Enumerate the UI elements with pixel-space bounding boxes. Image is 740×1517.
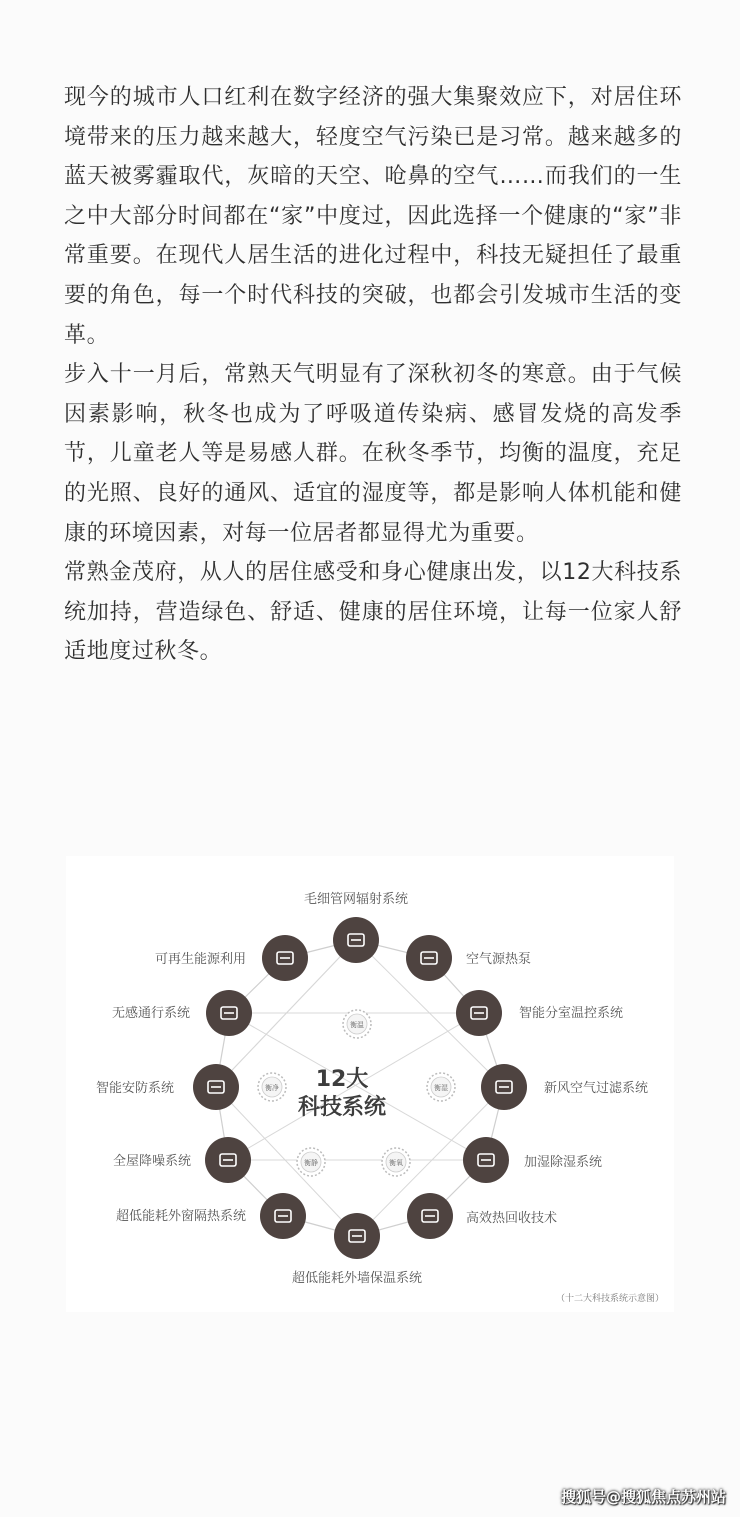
diagram-title-line1: 12大 [315,1067,369,1092]
system-node-label: 加湿除湿系统 [524,1155,603,1170]
system-node [116,1193,306,1239]
system-node-label: 新风空气过滤系统 [544,1081,649,1096]
diagram-caption: （十二大科技系统示意图） [555,1294,664,1304]
watermark: 搜狐号@搜狐焦点苏州站 [560,1488,726,1506]
system-node-label: 空气源热泵 [466,952,532,967]
system-node [481,1064,648,1110]
system-node [113,1137,251,1183]
system-node-label: 超低能耗外墙保温系统 [291,1271,423,1286]
inner-node [297,1148,325,1176]
tech-systems-diagram [66,856,674,1312]
system-node-label: 智能安防系统 [95,1081,174,1096]
system-node [463,1137,602,1183]
paragraph-3: 常熟金茂府，从人的居住感受和身心健康出发，以12大科技系统加持，营造绿色、舒适、健康的居住环境，让每一位家人舒适地度过秋冬。 [64,560,682,665]
inner-node-label: 衡净 [265,1084,279,1092]
diagram-title-line2: 科技系统 [297,1095,387,1120]
inner-node [382,1148,410,1176]
system-node-label: 无感通行系统 [111,1006,190,1021]
system-node-label: 可再生能源利用 [154,952,246,967]
system-node-label: 毛细管网辐射系统 [303,892,409,907]
inner-node [427,1073,455,1101]
paragraph-2: 步入十一月后，常熟天气明显有了深秋初冬的寒意。由于气候因素影响，秋冬也成为了呼吸道传染病、感冒发烧的高发季节，儿童老人等是易感人群。在秋冬季节，均衡的温度，充足的光照、良好的通风、适宜的湿度等，都是影响人体机能和健康的环境因素，对每一位居者都显得尤为重要。 [64,362,682,546]
system-node [407,1193,557,1239]
inner-node-label: 衡氧 [389,1159,403,1167]
system-node [155,935,308,981]
inner-node [343,1010,371,1038]
paragraph-1: 现今的城市人口红利在数字经济的强大集聚效应下，对居住环境带来的压力越来越大，轻度空气污染已是习常。越来越多的蓝天被雾霾取代，灰暗的天空、呛鼻的空气……而我们的一生之中大部分时间都在“家”中度过，因此选择一个健康的“家”非常重要。在现代人居生活的进化过程中，科技无疑担任了最重要的角色，每一个时代科技的突破，也都会引发城市生活的变革。 [64,85,682,348]
system-node [304,891,408,963]
system-node-label: 高效热回收技术 [466,1211,558,1226]
inner-node-label: 衡静 [304,1159,318,1167]
inner-node-label: 衡温 [350,1021,364,1029]
inner-node-label: 衡湿 [434,1084,448,1092]
system-node [96,1064,239,1110]
inner-node [258,1073,286,1101]
system-node-label: 全屋降噪系统 [112,1154,191,1169]
system-node [112,990,252,1036]
system-node-label: 智能分室温控系统 [519,1006,624,1021]
diagram-canvas [66,856,674,1312]
system-node [406,935,531,981]
system-node-label: 超低能耗外窗隔热系统 [115,1209,246,1224]
article-body [64,78,682,672]
system-node [456,990,623,1036]
